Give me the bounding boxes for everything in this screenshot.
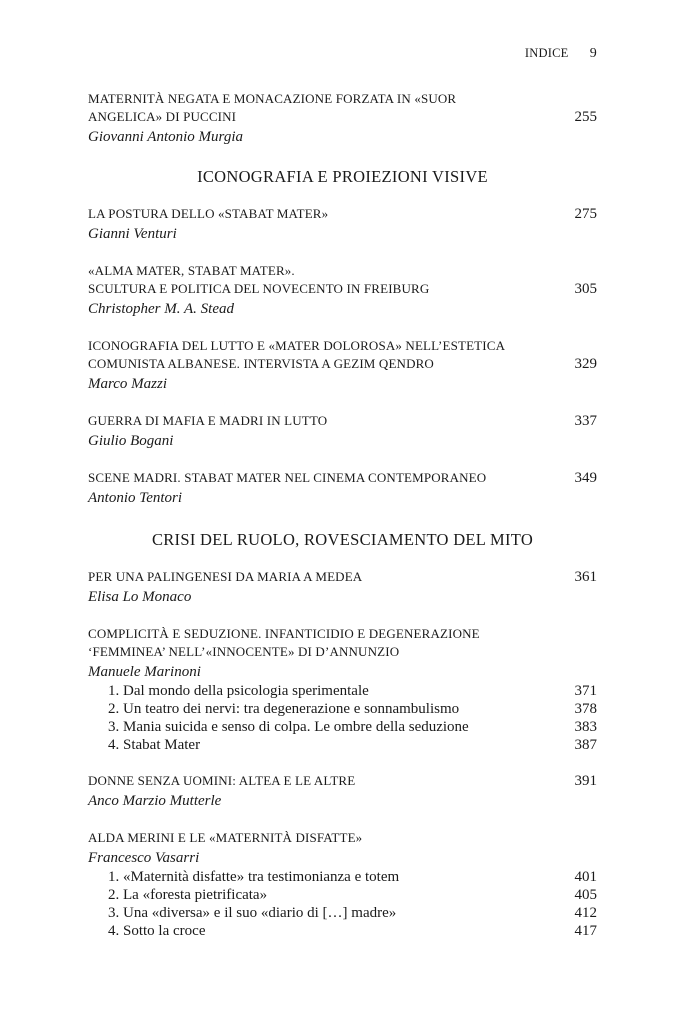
- subsection-label: 4. Sotto la croce: [108, 923, 206, 939]
- entry-page: 255: [574, 109, 597, 125]
- entry-title-line: ALDA MERINI E LE «MATERNITÀ DISFATTE»: [88, 830, 363, 845]
- running-header-label: INDICE: [524, 46, 569, 60]
- running-header: [0, 46, 597, 62]
- entry-title: [88, 772, 355, 790]
- entry-author: Christopher M. A. Stead: [88, 301, 234, 317]
- entry-title: [88, 205, 328, 223]
- entry-title: [88, 625, 480, 661]
- entry-title: [88, 262, 429, 298]
- entry-author: Francesco Vasarri: [88, 850, 200, 866]
- entry-title-line: «ALMA MATER, STABAT MATER».: [88, 263, 295, 278]
- subsection-list: [88, 868, 597, 940]
- entry-page: 361: [574, 569, 597, 585]
- entry-author: Manuele Marinoni: [88, 664, 201, 680]
- entry-page: 337: [574, 413, 597, 429]
- subsection-label: 1. Dal mondo della psicologia sperimentale: [108, 683, 369, 699]
- subsection-item: [88, 904, 597, 922]
- subsection-page: 387: [574, 737, 597, 753]
- entry-title-line: LA POSTURA DELLO «STABAT MATER»: [88, 206, 329, 221]
- entry-title-line: COMUNISTA ALBANESE. INTERVISTA A GEZIM QENDRO: [88, 356, 434, 371]
- toc-entry: [88, 90, 597, 147]
- subsection-page: 378: [574, 701, 597, 717]
- entry-author: Antonio Tentori: [88, 490, 183, 506]
- subsection-label: 4. Stabat Mater: [108, 737, 201, 753]
- entry-title: [88, 829, 362, 847]
- subsection-item: [88, 736, 597, 754]
- toc-entry: [88, 337, 597, 394]
- entry-title-line: ANGELICA» DI PUCCINI: [88, 109, 237, 124]
- entry-title-line: MATERNITÀ NEGATA E MONACAZIONE FORZATA IN «SUOR: [88, 91, 457, 106]
- entry-title-line: DONNE SENZA UOMINI: ALTEA E LE ALTRE: [88, 773, 356, 788]
- subsection-item: [88, 700, 597, 718]
- subsection-list: [88, 682, 597, 754]
- toc-entry: [88, 412, 597, 451]
- entry-author: Giulio Bogani: [88, 433, 174, 449]
- toc-entry: [88, 568, 597, 607]
- toc-entry: [88, 772, 597, 811]
- subsection-page: 383: [574, 719, 597, 735]
- entry-page: 305: [574, 281, 597, 297]
- subsection-page: 405: [574, 887, 597, 903]
- entry-title: [88, 412, 327, 430]
- subsection-item: [88, 886, 597, 904]
- toc-entry: [88, 829, 597, 940]
- entry-title-line: GUERRA DI MAFIA E MADRI IN LUTTO: [88, 413, 328, 428]
- toc-entry: [88, 625, 597, 754]
- entry-author: Anco Marzio Mutterle: [88, 793, 222, 809]
- page-number: 9: [589, 46, 597, 61]
- entry-author: Gianni Venturi: [88, 226, 177, 242]
- subsection-page: 417: [574, 923, 597, 939]
- entry-title-line: COMPLICITÀ E SEDUZIONE. INFANTICIDIO E DEGENERAZIONE: [88, 626, 480, 641]
- subsection-label: 2. La «foresta pietrificata»: [108, 887, 268, 903]
- table-of-contents: [88, 90, 597, 958]
- entry-page: 329: [574, 356, 597, 372]
- subsection-item: [88, 682, 597, 700]
- subsection-label: 3. Mania suicida e senso di colpa. Le ombre della seduzione: [108, 719, 469, 735]
- toc-entry: [88, 205, 597, 244]
- toc-entry: [88, 469, 597, 508]
- subsection-item: [88, 718, 597, 736]
- subsection-label: 1. «Maternità disfatte» tra testimonianza e totem: [108, 869, 400, 885]
- subsection-item: [88, 922, 597, 940]
- entry-title-line: ‘FEMMINEA’ NELL’«INNOCENTE» DI D’ANNUNZIO: [88, 644, 400, 659]
- entry-title-line: ICONOGRAFIA DEL LUTTO E «MATER DOLOROSA» NELL’ESTETICA: [88, 338, 506, 353]
- entry-author: Elisa Lo Monaco: [88, 589, 192, 605]
- entry-author: Giovanni Antonio Murgia: [88, 129, 243, 145]
- entry-title-line: SCENE MADRI. STABAT MATER NEL CINEMA CONTEMPORANEO: [88, 470, 487, 485]
- entry-title: [88, 469, 486, 487]
- entry-page: 391: [574, 773, 597, 789]
- subsection-page: 401: [574, 869, 597, 885]
- section-heading: ICONOGRAFIA E PROIEZIONI VISIVE: [197, 167, 488, 186]
- entry-title: [88, 337, 505, 373]
- entry-title-line: SCULTURA E POLITICA DEL NOVECENTO IN FREIBURG: [88, 281, 430, 296]
- entry-title: [88, 568, 362, 586]
- entry-author: Marco Mazzi: [88, 376, 168, 392]
- subsection-label: 2. Un teatro dei nervi: tra degenerazione e sonnambulismo: [108, 701, 460, 717]
- subsection-label: 3. Una «diversa» e il suo «diario di […] madre»: [108, 905, 397, 921]
- entry-title-line: PER UNA PALINGENESI DA MARIA A MEDEA: [88, 569, 363, 584]
- section-heading: CRISI DEL RUOLO, ROVESCIAMENTO DEL MITO: [151, 530, 534, 549]
- subsection-page: 371: [574, 683, 597, 699]
- entry-title: [88, 90, 456, 126]
- toc-entry: [88, 262, 597, 319]
- subsection-item: [88, 868, 597, 886]
- entry-page: 275: [574, 206, 597, 222]
- subsection-page: 412: [574, 905, 597, 921]
- entry-page: 349: [574, 470, 597, 486]
